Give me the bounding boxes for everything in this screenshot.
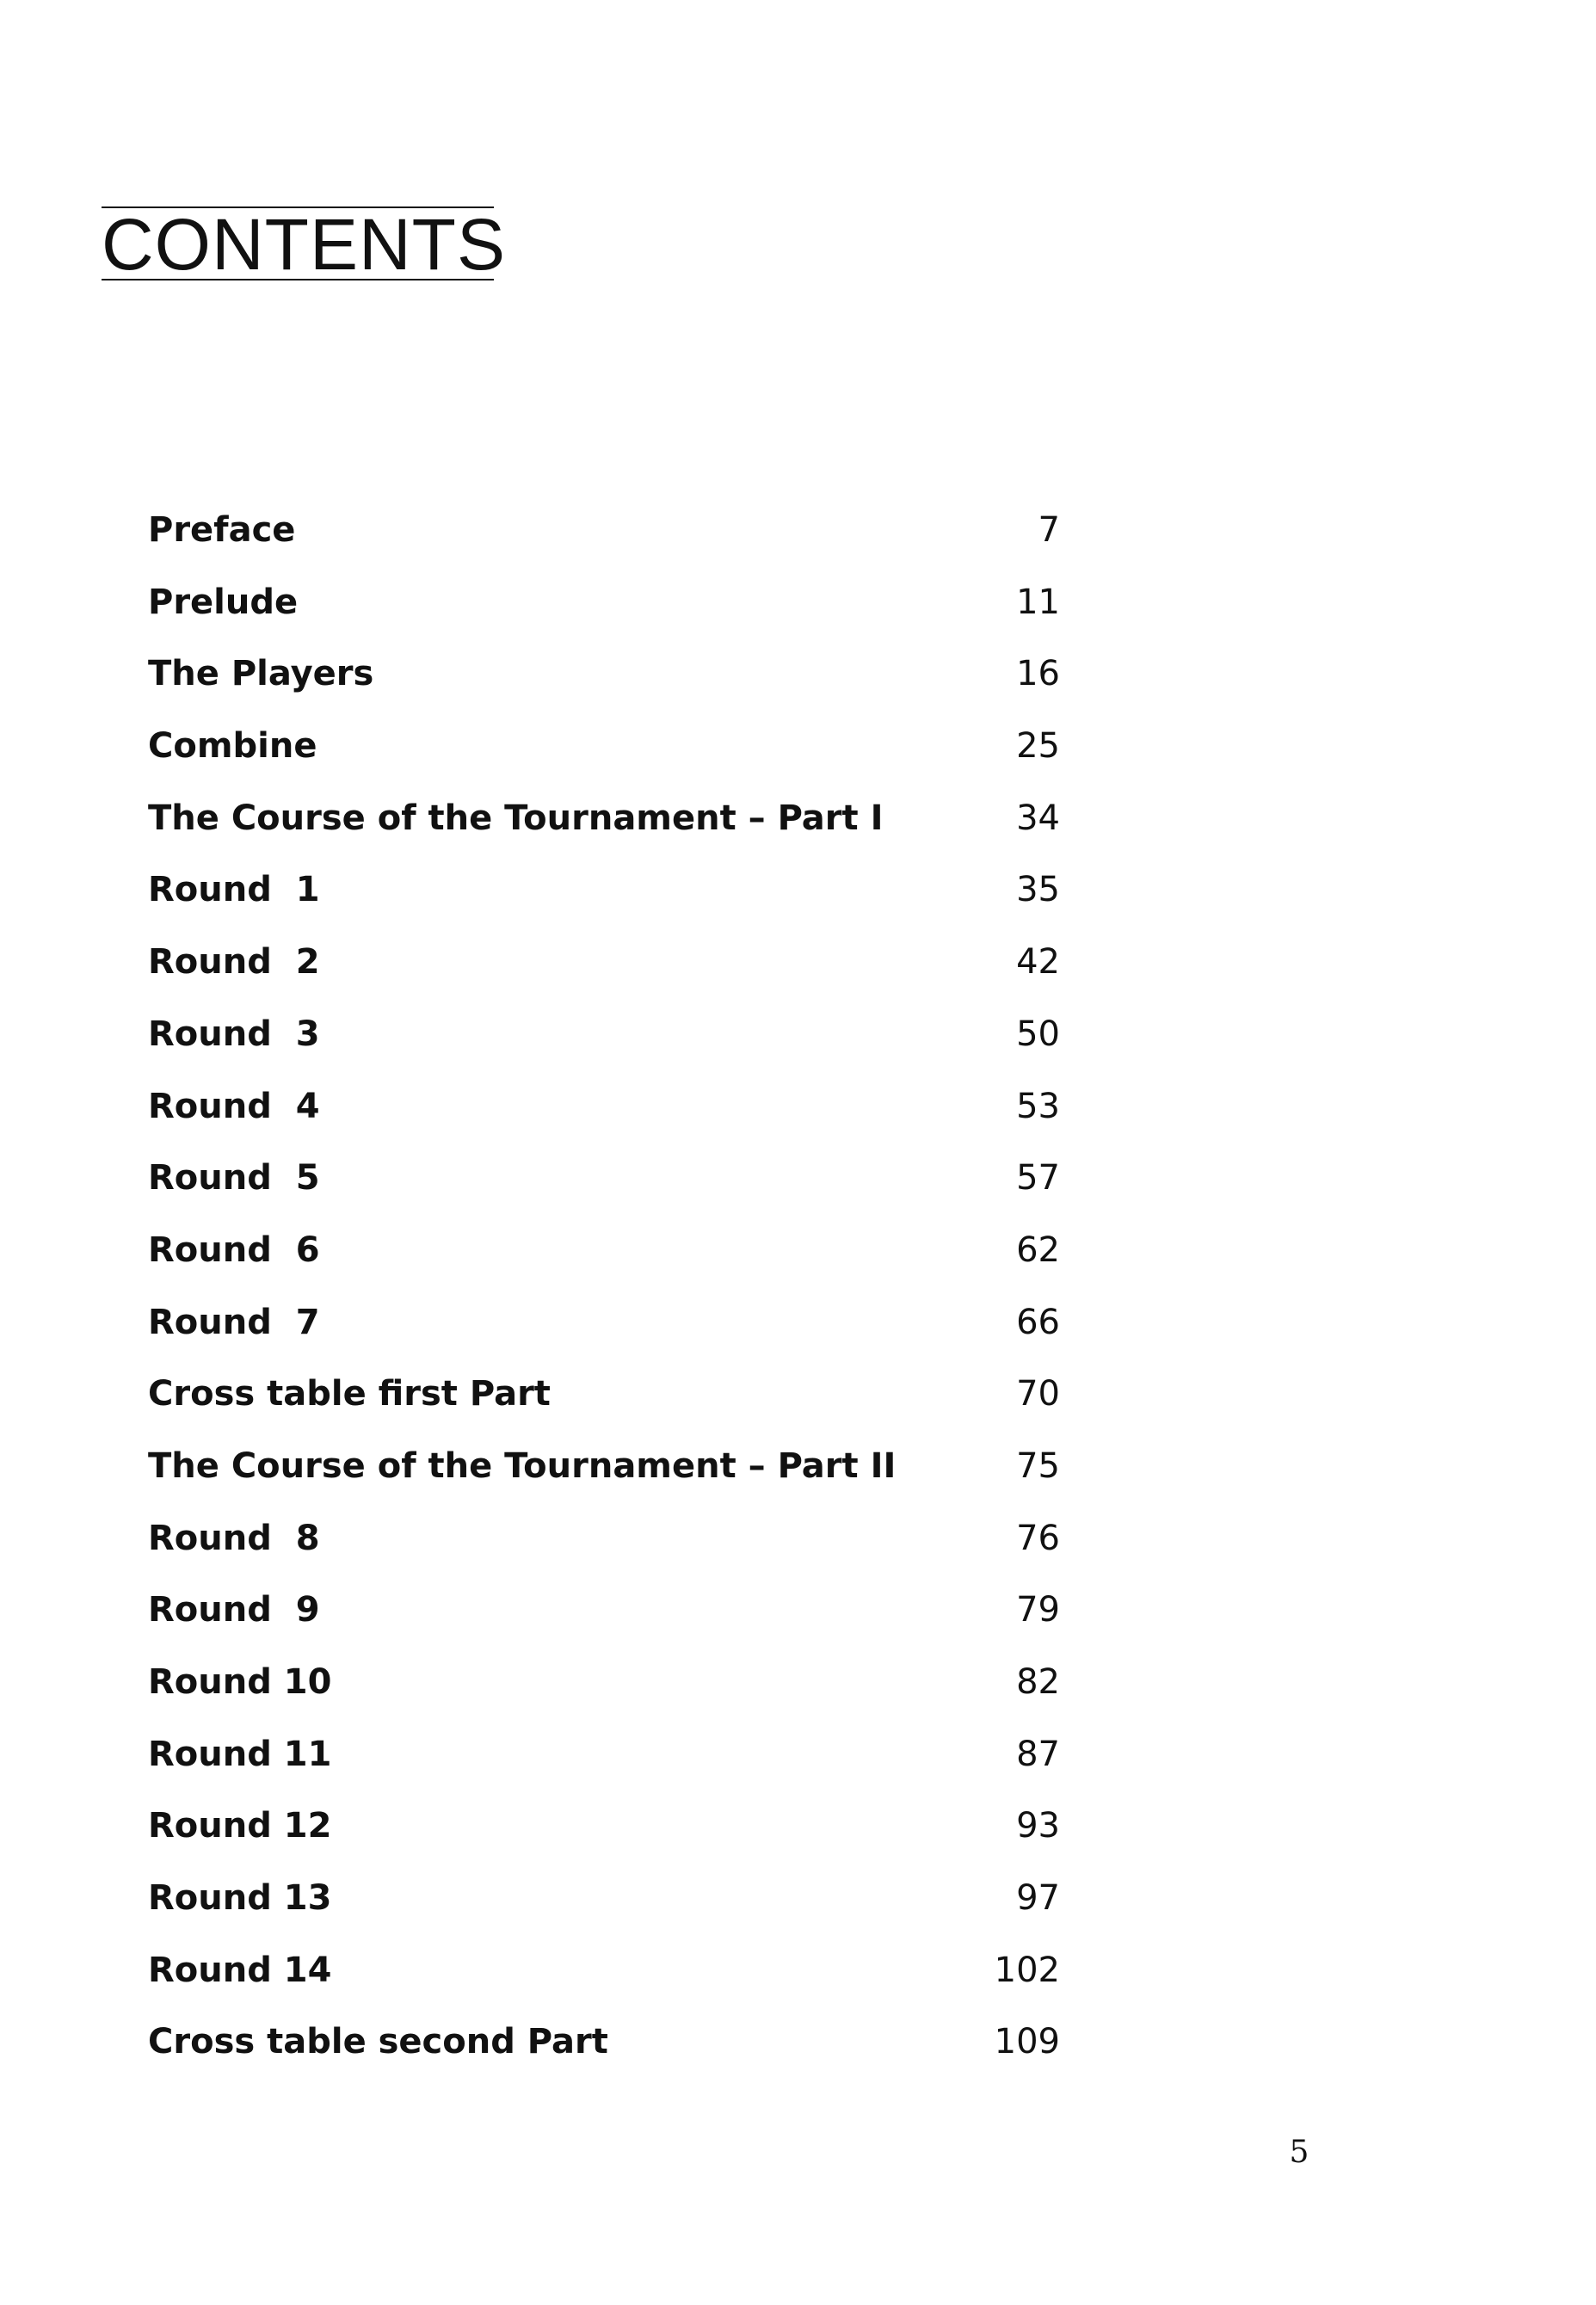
toc-entry [148,1730,1060,1803]
toc-entry-page: 70 [1016,1374,1060,1414]
toc-entry-page: 93 [1016,1806,1060,1846]
toc-entry [148,938,1060,1010]
toc-entry [148,1586,1060,1658]
toc-entry [148,650,1060,722]
toc-entry-title: Round 3 [148,1014,320,1054]
toc-entry-title: The Players [148,654,374,694]
toc-entry-title: Prelude [148,582,299,622]
toc-entry-title: Round 9 [148,1590,320,1630]
toc-entry [148,1010,1060,1082]
toc-entry [148,1082,1060,1155]
toc-entry [148,722,1060,794]
toc-entry-page: 75 [1016,1445,1060,1486]
toc-entry-title: Round 10 [148,1662,332,1702]
toc-entry-title: Round 5 [148,1158,320,1199]
toc-entry-page: 109 [994,2022,1060,2062]
toc-entry-page: 25 [1016,726,1060,767]
toc-entry-page: 62 [1016,1230,1060,1270]
toc-entry-title: Cross table second Part [148,2022,608,2062]
toc-entry-page: 7 [1038,510,1060,550]
toc-entry-page: 97 [1016,1878,1060,1919]
toc-entry-title: Round 7 [148,1302,320,1342]
toc-entry-page: 57 [1016,1158,1060,1199]
toc-entry-page: 34 [1016,798,1060,838]
toc-entry [148,1946,1060,2018]
toc-entry-page: 16 [1016,654,1060,694]
toc-entry [148,1514,1060,1587]
toc-entry-title: Round 1 [148,870,320,910]
toc-entry-title: Preface [148,510,296,550]
toc-entry [148,506,1060,578]
toc-entry-page: 82 [1016,1662,1060,1702]
toc-entry [148,794,1060,866]
toc-entry [148,1802,1060,1874]
toc-entry-title: Cross table first Part [148,1374,551,1414]
toc-entry-title: Round 6 [148,1230,320,1270]
toc-entry-title: Round 8 [148,1518,320,1558]
toc-entry-page: 53 [1016,1086,1060,1126]
toc-entry [148,1442,1060,1514]
toc-entry [148,1154,1060,1226]
table-of-contents [148,506,1060,2090]
toc-entry-page: 50 [1016,1014,1060,1054]
page-number: 5 [1289,2135,1309,2170]
toc-entry-page: 42 [1016,942,1060,983]
toc-entry-page: 76 [1016,1518,1060,1558]
toc-entry [148,1226,1060,1298]
toc-entry-title: Round 13 [148,1878,332,1919]
toc-entry [148,1874,1060,1946]
toc-entry-title: Round 2 [148,942,320,983]
toc-entry-title: The Course of the Tournament – Part II [148,1445,897,1486]
toc-entry-page: 66 [1016,1302,1060,1342]
toc-entry [148,578,1060,650]
toc-entry-page: 79 [1016,1590,1060,1630]
toc-entry-title: Combine [148,726,317,767]
toc-entry-page: 87 [1016,1734,1060,1774]
toc-entry [148,1298,1060,1371]
contents-heading: CONTENTS [102,204,506,285]
toc-entry-title: Round 11 [148,1734,332,1774]
toc-entry-title: The Course of the Tournament – Part I [148,798,884,838]
toc-entry [148,2018,1060,2090]
toc-entry-page: 11 [1016,582,1060,622]
toc-entry-page: 102 [994,1950,1060,1990]
toc-entry [148,1658,1060,1730]
toc-entry-title: Round 14 [148,1950,332,1990]
toc-entry-page: 35 [1016,870,1060,910]
toc-entry [148,1370,1060,1442]
toc-entry [148,866,1060,938]
toc-entry-title: Round 4 [148,1086,320,1126]
toc-entry-title: Round 12 [148,1806,332,1846]
